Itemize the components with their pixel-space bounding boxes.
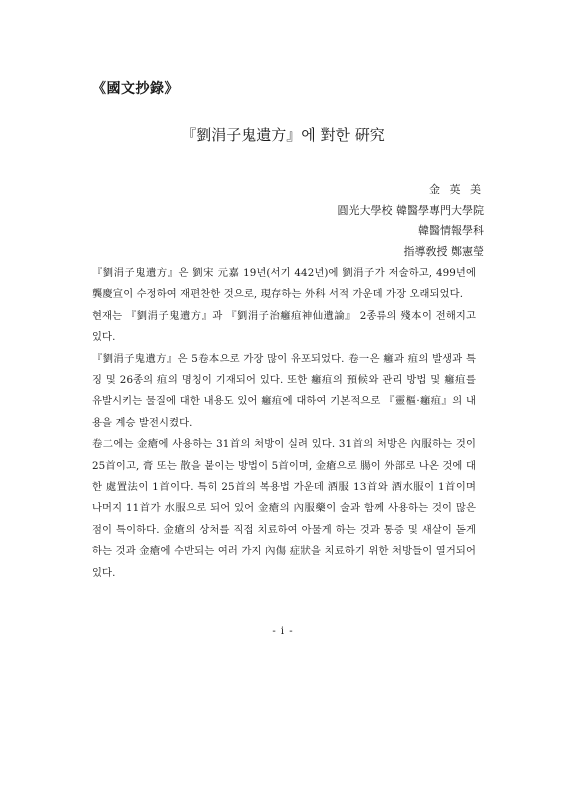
paragraph: 卷二에는 金瘡에 사용하는 31首의 처방이 실려 있다. 31首의 처방은 內服하는 것이 25首이고, 膏 또는 散을 붙이는 방법이 5首이며, 金瘡으로 腸이 外部로 나온 것에 대한 處置法이 1首이다. 특히 25首의 복용법 가운데 酒服 13首와 酒水服이 1首이며 나머지 11首가 水服으로 되어 있어 金瘡의 內服藥이 술과 함께 사용하는 것이 많은 점이 특이하다. 金瘡의 상처를 직접 치료하여 아물게 하는 것과 통증 및 새살이 돋게 하는 것과 金瘡에 수반되는 여러 가지 內傷 症狀을 치료하기 위한 처방들이 열거되어 있다. <box>92 438 476 579</box>
author-advisor: 指導敎授 鄭憲瑩 <box>403 244 484 258</box>
paragraph: 현재는 『劉涓子鬼遺方』과 『劉涓子治癰疽神仙遺論』 2종류의 殘本이 전해지고 있다. <box>92 309 476 344</box>
author-name: 金 英 美 <box>429 183 484 196</box>
section-label: 《國文抄錄》 <box>92 81 179 97</box>
author-block <box>338 180 485 262</box>
abstract-body <box>92 263 476 584</box>
page-number: - i - <box>272 626 294 637</box>
author-affiliation-department: 韓醫情報學科 <box>418 224 484 237</box>
author-affiliation-university: 圓光大學校 韓醫學專門大學院 <box>337 203 484 217</box>
paragraph: 『劉涓子鬼遺方』은 劉宋 元嘉 19년(서기 442년)에 劉涓子가 저술하고, 499년에 龔慶宣이 수정하여 재편찬한 것으로, 現存하는 外科 서적 가운데 가장 오래되었다. <box>92 267 476 301</box>
page-title: 『劉涓子鬼遺方』에 對한 硏究 <box>181 126 385 144</box>
paragraph: 『劉涓子鬼遺方』은 5卷本으로 가장 많이 유포되었다. 卷一은 癰과 疽의 발생과 특징 및 26종의 疽의 명칭이 기재되어 있다. 또한 癰疽의 預候와 관리 방법 및 癰疽를 유발시키는 물질에 대한 내용도 있어 癰疽에 대하여 기본적으로 『靈樞·癰疽』의 내용을 계승 발전시켰다. <box>92 352 476 429</box>
